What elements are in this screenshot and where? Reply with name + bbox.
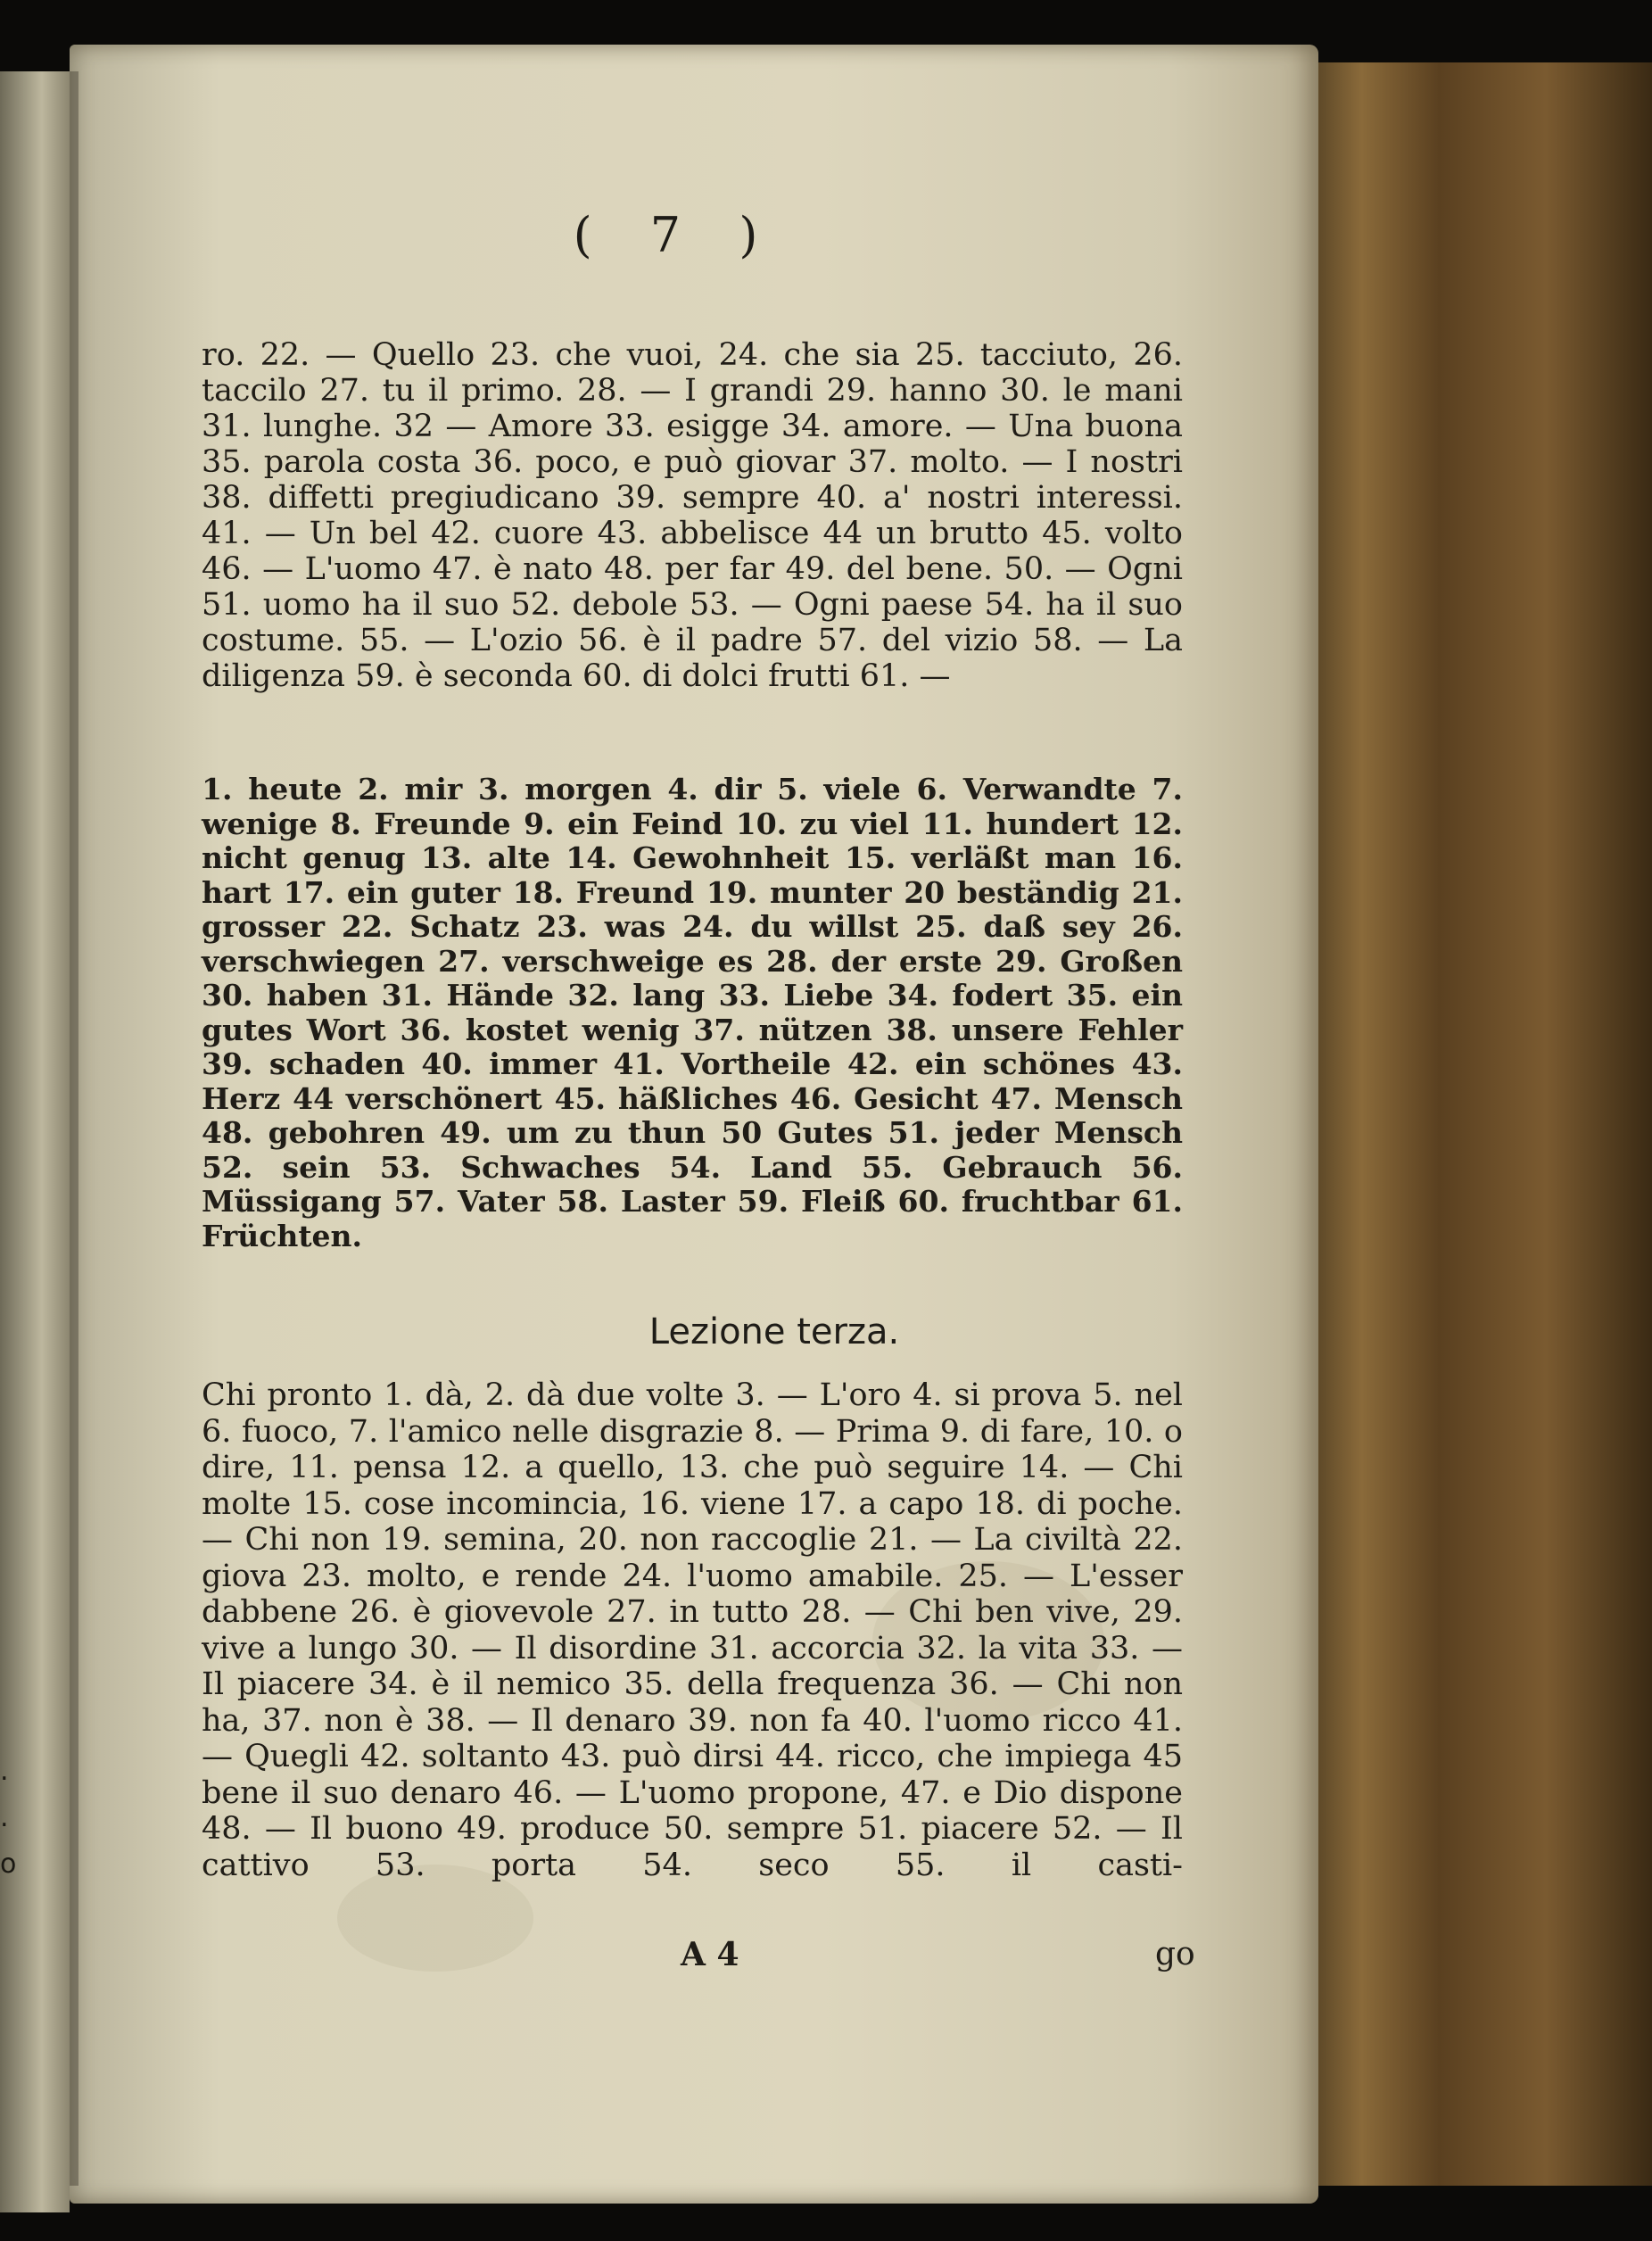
italian-sentences-continued: ro. 22. — Quello 23. che vuoi, 24. che sia 25. tacciuto, 26. taccilo 27. tu il primo. 28. — I grandi 29. hanno 30. le mani 31. lunghe. 32 — Amore 33. esigge 34. amore. — Una buona 35. parola costa 36. poco, e può giovar 37. molto. — I nostri 38. diffetti pregiudicano 39. sempre 40. a' nostri interessi. 41. — Un bel 42. cuore 43. abbelisce 44 un brutto 45. volto 46. — L'uomo 47. è nato 48. per far 49. del bene. 50. — Ogni 51. uomo ha il suo 52. debole 53. — Ogni paese 54. ha il suo costume. 55. — L'ozio 56. è il padre 57. del vizio 58. — La diligenza 59. è seconda 60. di dolci frutti 61. — — [202, 337, 1183, 694]
signature-mark: A 4 — [681, 1936, 739, 1973]
page-gutter-shadow — [70, 71, 78, 2186]
facing-page-marks — [0, 1749, 27, 1888]
german-vocabulary-list: 1. heute 2. mir 3. morgen 4. dir 5. viele 6. Verwandte 7. wenige 8. Freunde 9. ein Feind 10. zu viel 11. hundert 12. nicht genug 13. alte 14. Gewohnheit 15. verläßt man 16. hart 17. ein guter 18. Freund 19. munter 20 beständig 21. grosser 22. Schatz 23. was 24. du willst 25. daß sey 26. verschwiegen 27. verschweige es 28. der erste 29. Großen 30. haben 31. Hände 32. lang 33. Liebe 34. fodert 35. ein gutes Wort 36. kostet wenig 37. nützen 38. unsere Fehler 39. schaden 40. immer 41. Vortheile 42. ein schönes 43. Herz 44 verschönert 45. häßliches 46. Gesicht 47. Mensch 48. gebohren 49. um zu thun 50 Gutes 51. jeder Mensch 52. sein 53. Schwaches 54. Land 55. Gebrauch 56. Müssigang 57. Vater 58. Laster 59. Fleiß 60. fruchtbar 61. Früchten. — [202, 772, 1183, 1253]
facing-page-mark: o — [0, 1848, 17, 1880]
facing-page-mark: . — [0, 1756, 9, 1787]
book-page — [70, 45, 1318, 2204]
lesson-title: Lezione terza. — [648, 1311, 900, 1352]
facing-page-edge — [0, 71, 70, 2212]
catchword: go — [1155, 1936, 1195, 1972]
page-number-header: ( 7 ) — [573, 207, 780, 263]
book-binding — [1298, 62, 1652, 2186]
facing-page-mark: . — [0, 1802, 9, 1833]
italian-sentences-lesson-three: Chi pronto 1. dà, 2. dà due volte 3. — L'oro 4. si prova 5. nel 6. fuoco, 7. l'amico nelle disgrazie 8. — Prima 9. di fare, 10. o dire, 11. pensa 12. a quello, 13. che può seguire 14. — Chi molte 15. cose incomincia, 16. viene 17. a capo 18. di poche. — Chi non 19. semina, 20. non raccoglie 21. — La civiltà 22. giova 23. molto, e rende 24. l'uomo amabile. 25. — L'esser dabbene 26. è giovevole 27. in tutto 28. — Chi ben vive, 29. vive a lungo 30. — Il disordine 31. accorcia 32. la vita 33. — Il piacere 34. è il nemico 35. della frequenza 36. — Chi non ha, 37. non è 38. — Il denaro 39. non fa 40. l'uomo ricco 41. — Quegli 42. soltanto 43. può dirsi 44. ricco, che impiega 45 bene il suo denaro 46. — L'uomo propone, 47. e Dio dispone 48. — Il buono 49. produce 50. sempre 51. piacere 52. — Il cattivo 53. porta 54. seco 55. il casti- — [202, 1377, 1183, 1883]
